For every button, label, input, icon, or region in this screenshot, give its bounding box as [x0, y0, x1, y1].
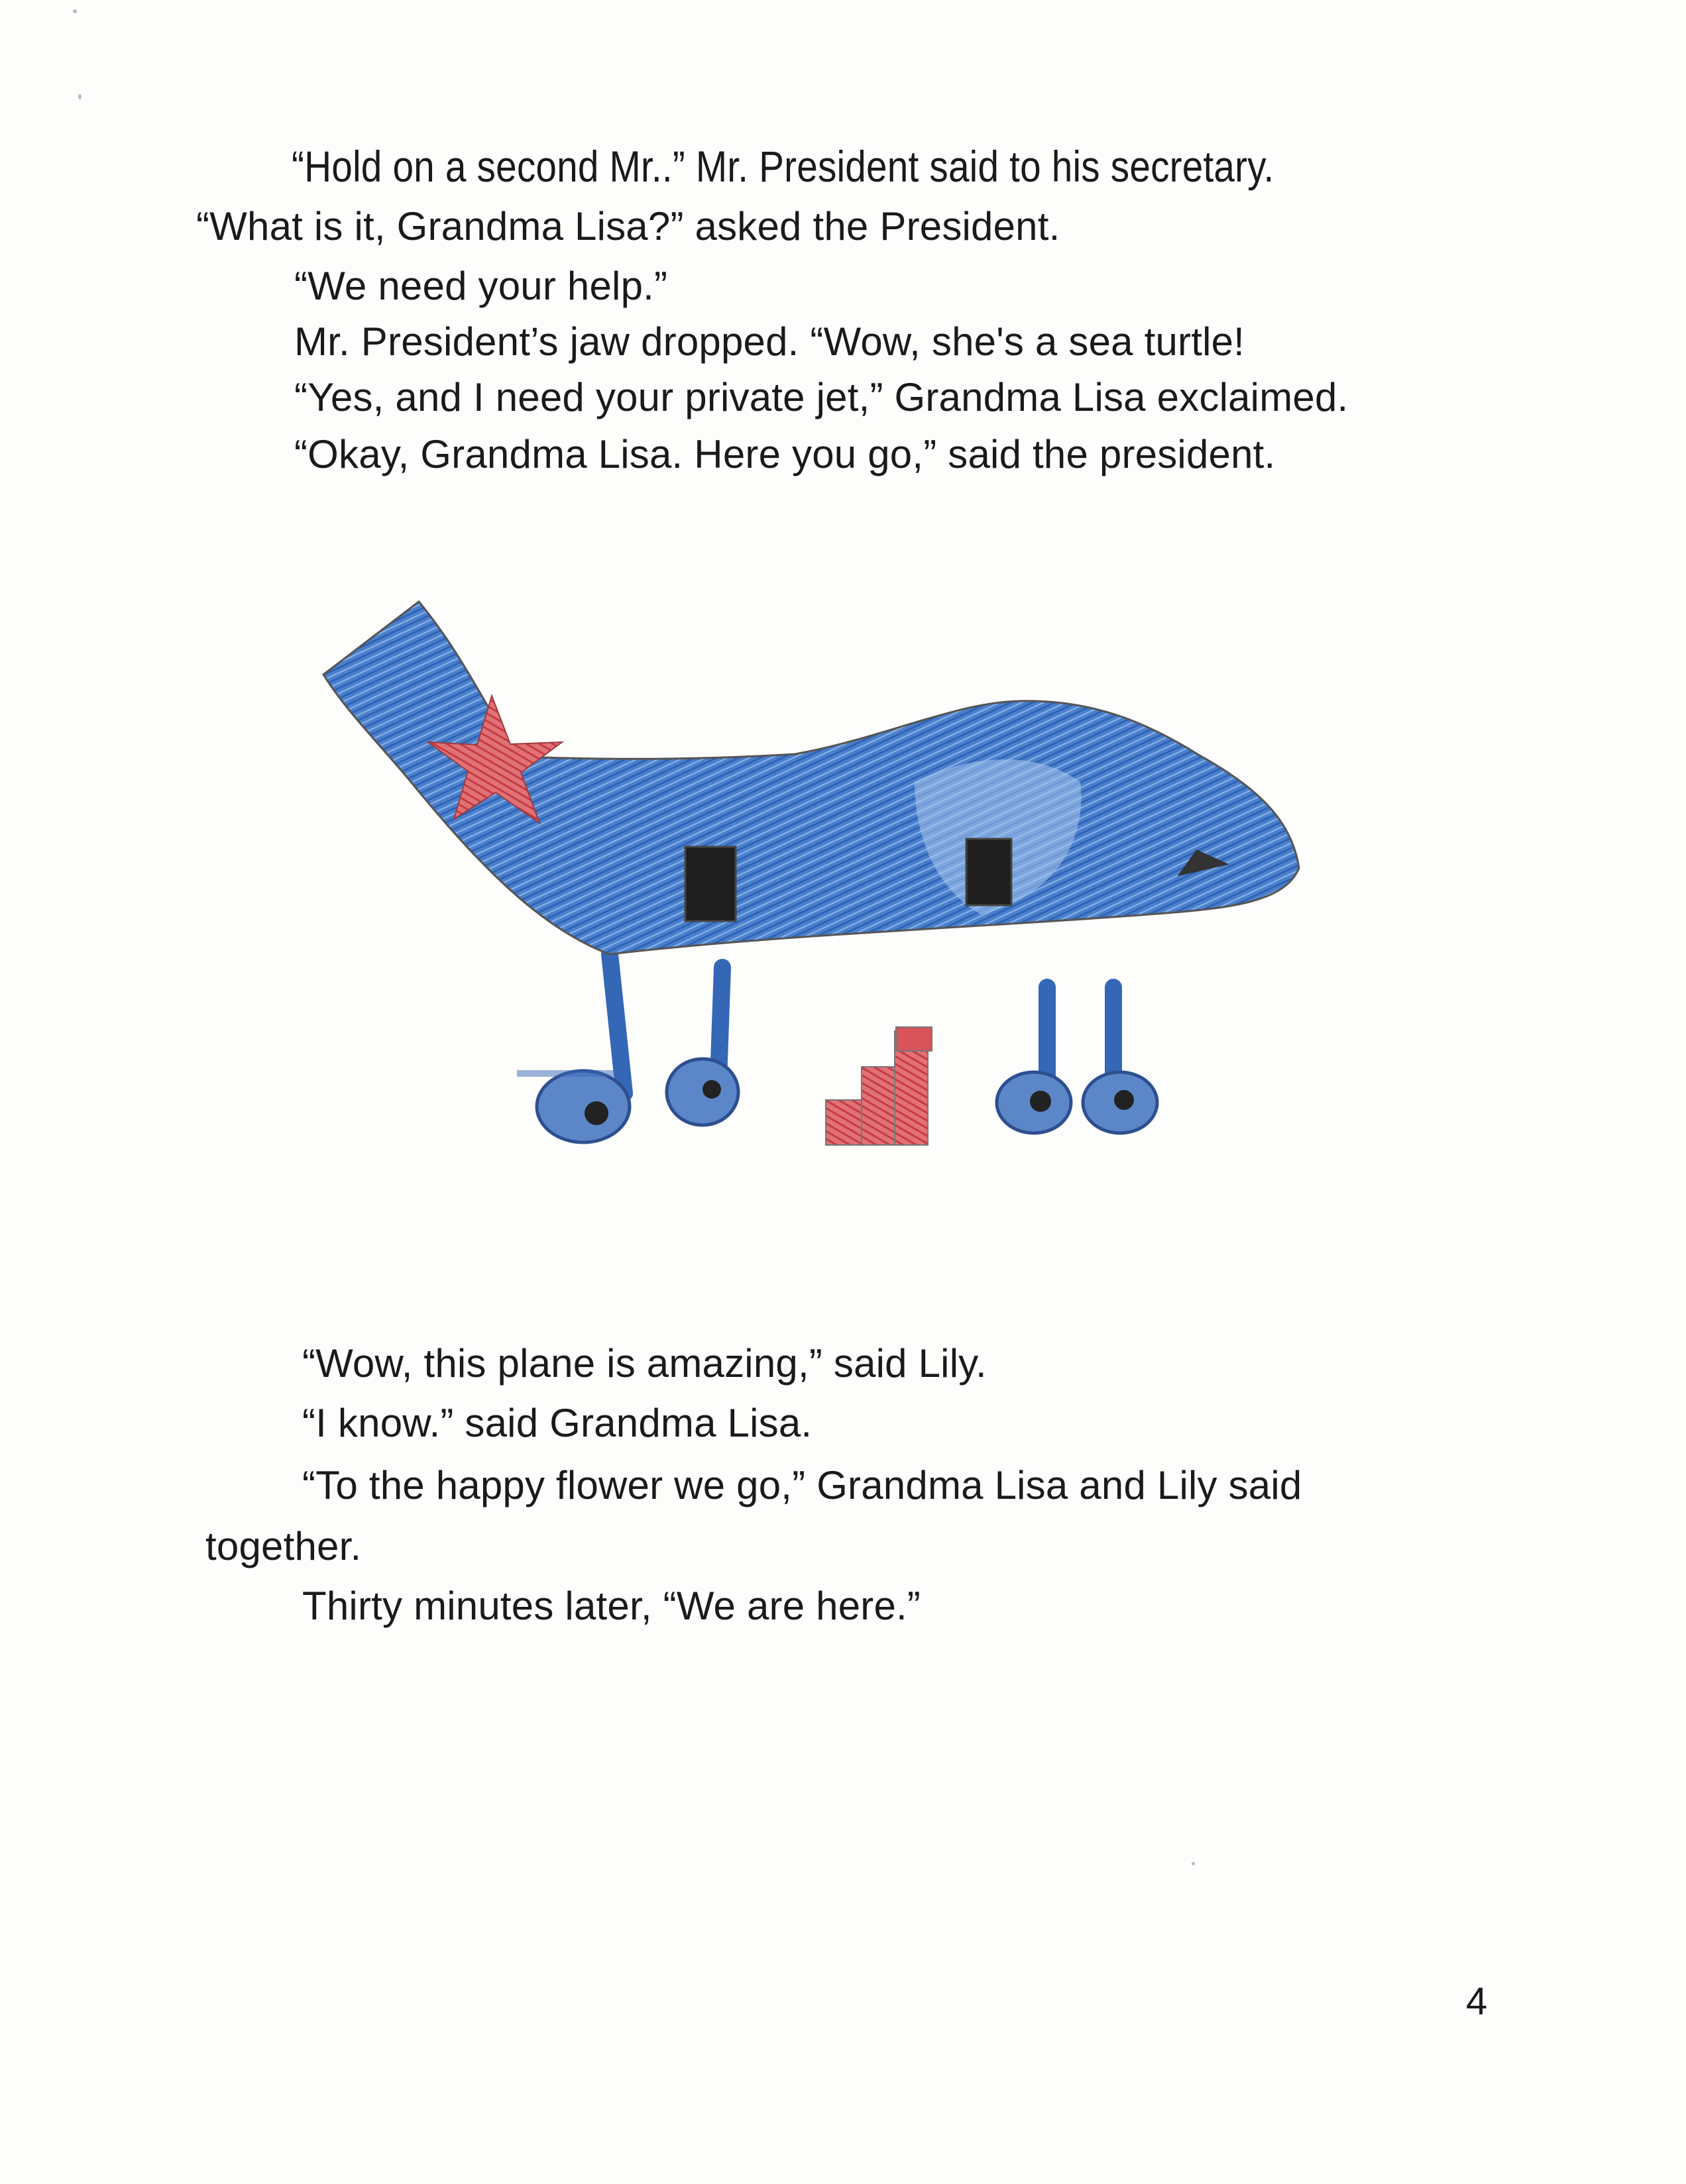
- scan-speck: [78, 94, 82, 99]
- window: [685, 847, 736, 921]
- text-line: “Yes, and I need your private jet,” Grandma Lisa exclaimed.: [294, 375, 1349, 419]
- text-line: Mr. President’s jaw dropped. “Wow, she's a sea turtle!: [294, 319, 1245, 364]
- page-number: 4: [1466, 1980, 1488, 2023]
- scan-speck: [73, 9, 77, 13]
- boarding-stairs: [826, 1027, 932, 1145]
- text-line: “To the happy flower we go,” Grandma Lisa and Lily said: [302, 1463, 1302, 1507]
- text-line: together.: [205, 1524, 362, 1568]
- text-line: “Hold on a second Mr..” Mr. President said to his secretary.: [292, 142, 1274, 191]
- text-line: Thirty minutes later, “We are here.”: [302, 1584, 921, 1628]
- text-line: “We need your help.”: [294, 264, 668, 308]
- window: [966, 839, 1011, 905]
- scan-speck: [1192, 1862, 1195, 1865]
- text-line: “Wow, this plane is amazing,” said Lily.: [302, 1341, 987, 1386]
- text-line: “I know.” said Grandma Lisa.: [302, 1401, 813, 1445]
- text-line: “What is it, Grandma Lisa?” asked the President.: [196, 204, 1060, 248]
- text-line: “Okay, Grandma Lisa. Here you go,” said the president.: [294, 432, 1276, 476]
- airplane-drawing: [318, 583, 1352, 1193]
